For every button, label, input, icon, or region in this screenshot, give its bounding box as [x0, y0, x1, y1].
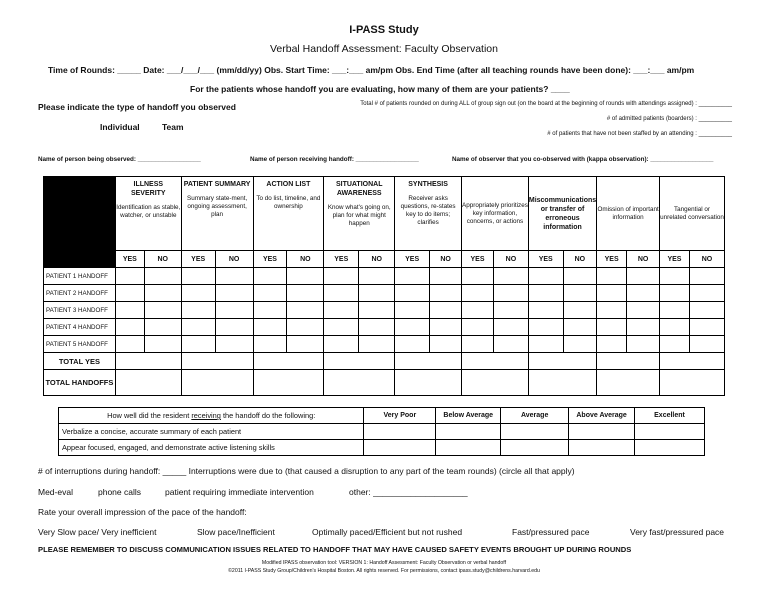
col-patient-summary: PATIENT SUMMARY Summary state-ment, ongoing assessment, plan — [181, 177, 253, 251]
no-cell[interactable] — [287, 302, 324, 319]
yes-cell[interactable] — [324, 336, 359, 353]
no-cell[interactable] — [627, 285, 660, 302]
no-cell[interactable] — [359, 268, 395, 285]
yes-label: YES — [395, 251, 430, 268]
yes-cell[interactable] — [528, 336, 563, 353]
patient-row — [44, 336, 725, 353]
rating-cell[interactable] — [635, 440, 705, 456]
no-cell[interactable] — [215, 268, 253, 285]
total-cell[interactable] — [324, 370, 395, 396]
yes-cell[interactable] — [253, 302, 287, 319]
no-label: NO — [563, 251, 597, 268]
interruption-patient[interactable]: patient requiring immediate intervention — [165, 487, 314, 497]
no-label: NO — [689, 251, 724, 268]
no-cell[interactable] — [493, 268, 528, 285]
yes-cell[interactable] — [395, 268, 430, 285]
yes-cell[interactable] — [528, 319, 563, 336]
total-cell[interactable] — [115, 370, 181, 396]
no-cell[interactable] — [627, 319, 660, 336]
yes-cell[interactable] — [115, 302, 144, 319]
no-cell[interactable] — [627, 268, 660, 285]
rating-item: Verbalize a concise, accurate summary of each patient — [59, 424, 364, 440]
yes-cell[interactable] — [181, 319, 215, 336]
no-cell[interactable] — [493, 302, 528, 319]
form-subtitle: Verbal Handoff Assessment: Faculty Observation — [269, 43, 498, 55]
yes-cell[interactable] — [253, 319, 287, 336]
footer-line-2: ©2011 I-PASS Study Group/Children's Hospital Boston. All rights reserved. For permissions, contact ipass.study@childrens.harvard.edu — [228, 568, 540, 574]
patient-row — [44, 319, 725, 336]
yes-label: YES — [528, 251, 563, 268]
scale-average: Average — [501, 408, 569, 424]
patient-label: PATIENT 1 HANDOFF — [44, 268, 116, 285]
total-patients-line[interactable]: Total # of patients rounded on during ALL of group sign out (on the board at the beginning of rounds with attendings assigned) : __________ — [360, 101, 732, 107]
pace-optimal[interactable]: Optimally paced/Efficient but not rushed — [312, 527, 463, 537]
no-cell[interactable] — [287, 336, 324, 353]
scale-above-average: Above Average — [569, 408, 635, 424]
yes-cell[interactable] — [115, 285, 144, 302]
yes-cell[interactable] — [395, 319, 430, 336]
col-omission: Omission of important information — [597, 177, 660, 251]
patient-label: PATIENT 4 HANDOFF — [44, 319, 116, 336]
no-label: NO — [144, 251, 181, 268]
no-cell[interactable] — [627, 302, 660, 319]
yes-cell[interactable] — [115, 268, 144, 285]
handoff-grid — [43, 176, 725, 396]
no-cell[interactable] — [144, 268, 181, 285]
no-cell[interactable] — [287, 319, 324, 336]
scale-very-poor: Very Poor — [364, 408, 436, 424]
patient-row — [44, 268, 725, 285]
no-label: NO — [627, 251, 660, 268]
grid-corner — [44, 177, 116, 268]
rating-cell[interactable] — [501, 440, 569, 456]
yes-label: YES — [115, 251, 144, 268]
no-cell[interactable] — [215, 336, 253, 353]
no-cell[interactable] — [144, 319, 181, 336]
no-cell[interactable] — [563, 285, 597, 302]
no-cell[interactable] — [563, 319, 597, 336]
yes-cell[interactable] — [324, 285, 359, 302]
total-yes-label: TOTAL YES — [44, 353, 116, 370]
total-cell[interactable] — [181, 370, 253, 396]
receiving-person-field[interactable]: Name of person receiving handoff: __________________ — [250, 156, 419, 163]
yes-cell[interactable] — [115, 319, 144, 336]
no-cell[interactable] — [144, 336, 181, 353]
col-miscommunications: Miscommunications or transfer of erroneous information — [528, 177, 596, 251]
handoff-type-prompt: Please indicate the type of handoff you observed — [38, 102, 236, 112]
total-cell[interactable] — [462, 370, 529, 396]
yes-cell[interactable] — [660, 319, 690, 336]
rating-cell[interactable] — [569, 424, 635, 440]
observed-person-field[interactable]: Name of person being observed: __________________ — [38, 156, 201, 163]
yes-cell[interactable] — [597, 268, 627, 285]
yes-cell[interactable] — [597, 336, 627, 353]
total-cell[interactable] — [253, 370, 324, 396]
rating-cell[interactable] — [364, 424, 436, 440]
total-cell[interactable] — [115, 353, 181, 370]
col-tangential: Tangential or unrelated conversation — [660, 177, 725, 251]
yes-cell[interactable] — [660, 302, 690, 319]
yes-no-row — [44, 251, 725, 268]
yes-cell[interactable] — [181, 285, 215, 302]
no-cell[interactable] — [215, 285, 253, 302]
patients-question[interactable]: For the patients whose handoff you are evaluating, how many of them are your patients? ____ — [190, 84, 570, 94]
col-situational-awareness: SITUATIONAL AWARENESS Know what's going on, plan for what might happen — [324, 177, 395, 251]
no-label: NO — [215, 251, 253, 268]
not-staffed-patients-line[interactable]: # of patients that have not been staffed by an attending : __________ — [547, 131, 732, 137]
total-cell[interactable] — [660, 353, 725, 370]
yes-cell[interactable] — [660, 268, 690, 285]
no-cell[interactable] — [563, 336, 597, 353]
pace-very-slow[interactable]: Very Slow pace/ Very inefficient — [38, 527, 157, 537]
pace-prompt: Rate your overall impression of the pace of the handoff: — [38, 507, 247, 517]
no-cell[interactable] — [359, 319, 395, 336]
yes-cell[interactable] — [462, 336, 494, 353]
no-label: NO — [493, 251, 528, 268]
yes-cell[interactable] — [462, 285, 494, 302]
col-prioritizes: Appropriately prioritizes key information, concerns, or actions — [462, 177, 529, 251]
no-cell[interactable] — [689, 285, 724, 302]
no-label: NO — [430, 251, 462, 268]
yes-cell[interactable] — [115, 336, 144, 353]
rating-table — [58, 407, 705, 456]
yes-cell[interactable] — [324, 268, 359, 285]
admitted-patients-line[interactable]: # of admitted patients (boarders) : __________ — [606, 116, 732, 122]
reminder-text: PLEASE REMEMBER TO DISCUSS COMMUNICATION ISSUES RELATED TO HANDOFF THAT MAY HAVE CAUSED SAFETY EVENTS BROUGHT UP DURING ROUNDS — [38, 545, 632, 554]
patient-label: PATIENT 5 HANDOFF — [44, 336, 116, 353]
yes-label: YES — [253, 251, 287, 268]
col-action-list: ACTION LIST To do list, timeline, and ownership — [253, 177, 324, 251]
yes-cell[interactable] — [462, 268, 494, 285]
total-cell[interactable] — [528, 353, 596, 370]
rating-cell[interactable] — [436, 440, 501, 456]
yes-cell[interactable] — [528, 302, 563, 319]
interruption-other[interactable]: other: ____________________ — [349, 487, 468, 497]
total-cell[interactable] — [181, 353, 253, 370]
yes-label: YES — [660, 251, 690, 268]
yes-cell[interactable] — [395, 302, 430, 319]
total-cell[interactable] — [395, 370, 462, 396]
no-cell[interactable] — [287, 285, 324, 302]
yes-cell[interactable] — [528, 285, 563, 302]
pace-very-fast[interactable]: Very fast/pressured pace — [630, 527, 725, 537]
yes-cell[interactable] — [324, 319, 359, 336]
total-cell[interactable] — [324, 353, 395, 370]
form-title: I-PASS Study — [349, 24, 419, 36]
patient-row — [44, 302, 725, 319]
no-cell[interactable] — [430, 268, 462, 285]
rating-cell[interactable] — [635, 424, 705, 440]
yes-cell[interactable] — [462, 302, 494, 319]
col-synthesis: SYNTHESIS Receiver asks questions, re-states key to do items; clarifies — [395, 177, 462, 251]
no-cell[interactable] — [493, 336, 528, 353]
yes-cell[interactable] — [181, 268, 215, 285]
handoff-type-team[interactable]: Team — [162, 122, 184, 132]
yes-cell[interactable] — [462, 319, 494, 336]
yes-label: YES — [181, 251, 215, 268]
yes-cell[interactable] — [253, 268, 287, 285]
no-cell[interactable] — [215, 319, 253, 336]
total-cell[interactable] — [462, 353, 529, 370]
total-handoffs-label: TOTAL HANDOFFS — [44, 370, 116, 396]
no-cell[interactable] — [689, 336, 724, 353]
no-cell[interactable] — [359, 302, 395, 319]
footer-line-1: Modified IPASS observation tool: VERSION 1: Handoff Assessment: Faculty Observation or verbal handoff — [261, 560, 507, 566]
yes-cell[interactable] — [395, 285, 430, 302]
no-cell[interactable] — [493, 285, 528, 302]
yes-cell[interactable] — [324, 302, 359, 319]
yes-label: YES — [462, 251, 494, 268]
no-cell[interactable] — [144, 285, 181, 302]
patient-label: PATIENT 2 HANDOFF — [44, 285, 116, 302]
no-cell[interactable] — [144, 302, 181, 319]
rating-item: Appear focused, engaged, and demonstrate active listening skills — [59, 440, 364, 456]
yes-label: YES — [324, 251, 359, 268]
yes-cell[interactable] — [528, 268, 563, 285]
total-handoffs-row — [44, 370, 725, 396]
no-cell[interactable] — [430, 319, 462, 336]
total-cell[interactable] — [597, 370, 660, 396]
col-illness-severity: ILLNESS SEVERITY Identification as stable, watcher, or unstable — [115, 177, 181, 251]
no-label: NO — [359, 251, 395, 268]
total-cell[interactable] — [253, 353, 324, 370]
yes-cell[interactable] — [660, 336, 690, 353]
scale-excellent: Excellent — [635, 408, 705, 424]
yes-cell[interactable] — [253, 336, 287, 353]
interruption-phone-calls[interactable]: phone calls — [98, 487, 142, 497]
patient-label: PATIENT 3 HANDOFF — [44, 302, 116, 319]
rating-cell[interactable] — [364, 440, 436, 456]
no-cell[interactable] — [563, 302, 597, 319]
interruption-med-eval[interactable]: Med-eval — [38, 487, 73, 497]
yes-cell[interactable] — [597, 285, 627, 302]
rating-question: How well did the resident receiving the handoff do the following: — [59, 408, 364, 424]
total-cell[interactable] — [660, 370, 725, 396]
no-label: NO — [287, 251, 324, 268]
yes-cell[interactable] — [253, 285, 287, 302]
rating-cell[interactable] — [501, 424, 569, 440]
no-cell[interactable] — [359, 336, 395, 353]
yes-cell[interactable] — [660, 285, 690, 302]
no-cell[interactable] — [563, 268, 597, 285]
yes-cell[interactable] — [181, 302, 215, 319]
total-cell[interactable] — [597, 353, 660, 370]
no-cell[interactable] — [430, 285, 462, 302]
scale-below-average: Below Average — [436, 408, 501, 424]
yes-label: YES — [597, 251, 627, 268]
rating-cell[interactable] — [569, 440, 635, 456]
no-cell[interactable] — [627, 336, 660, 353]
yes-cell[interactable] — [597, 319, 627, 336]
no-cell[interactable] — [430, 302, 462, 319]
co-observer-field[interactable]: Name of observer that you co-observed with (kappa observation): __________________ — [452, 156, 714, 163]
time-line[interactable]: Time of Rounds: _____ Date: ___/___/___ (mm/dd/yy) Obs. Start Time: ___:___ am/pm Obs. End Time (after all teaching rounds have been done): ___:___ am/pm — [48, 65, 695, 75]
yes-cell[interactable] — [597, 302, 627, 319]
no-cell[interactable] — [493, 319, 528, 336]
no-cell[interactable] — [689, 302, 724, 319]
yes-cell[interactable] — [181, 336, 215, 353]
total-yes-row — [44, 353, 725, 370]
pace-slow[interactable]: Slow pace/Inefficient — [197, 527, 275, 537]
no-cell[interactable] — [359, 285, 395, 302]
handoff-type-individual[interactable]: Individual — [100, 122, 140, 132]
total-cell[interactable] — [395, 353, 462, 370]
no-cell[interactable] — [689, 319, 724, 336]
total-cell[interactable] — [528, 370, 596, 396]
no-cell[interactable] — [287, 268, 324, 285]
yes-cell[interactable] — [395, 336, 430, 353]
no-cell[interactable] — [689, 268, 724, 285]
patient-row — [44, 285, 725, 302]
interruptions-line[interactable]: # of interruptions during handoff: _____ Interruptions were due to (that caused a disruption to any part of the team rounds) (circle all that apply) — [38, 466, 575, 476]
pace-fast[interactable]: Fast/pressured pace — [512, 527, 590, 537]
rating-cell[interactable] — [436, 424, 501, 440]
no-cell[interactable] — [430, 336, 462, 353]
no-cell[interactable] — [215, 302, 253, 319]
